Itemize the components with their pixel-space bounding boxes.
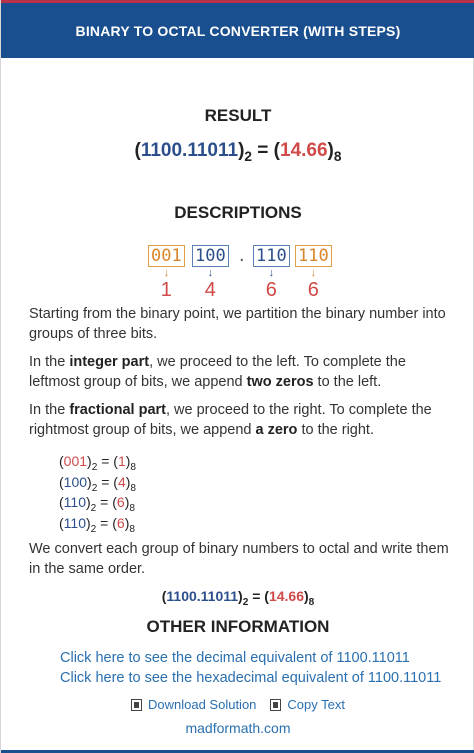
step-octal: 4 (117, 473, 126, 490)
app-header (1, 0, 474, 58)
bit-group (192, 245, 229, 301)
a-zero-highlight: a zero (255, 422, 298, 438)
hexadecimal-equivalent-link[interactable]: Click here to see the hexadecimal equivalent of 1100.11011 (60, 670, 442, 686)
bit-group-box: 001 (148, 245, 185, 267)
text-segment: , we proceed to the left. To complete the leftmost group of bits, we append (29, 354, 406, 390)
arrow-down-icon: ↓ (163, 267, 170, 279)
octal-digit: 1 (160, 279, 172, 301)
final-octal-base: 8 (308, 596, 315, 608)
site-link[interactable]: madformath.com (185, 720, 291, 736)
text-segment: to the right. (297, 422, 374, 438)
step-binary: 100 (63, 473, 88, 490)
step-octal: 6 (116, 514, 125, 531)
result-equation: $(1100.11011)_2 = (14.66)_8$ (134, 140, 342, 164)
conversion-steps (59, 451, 136, 533)
text-segment: to the left. (313, 374, 382, 390)
step-binary: 110 (63, 494, 86, 510)
bit-group (253, 245, 290, 301)
bit-group-box: 110 (295, 245, 332, 267)
result-heading: RESULT (204, 106, 272, 125)
text-segment: In the (29, 354, 70, 370)
bit-grouping-diagram (1, 245, 474, 305)
copy-label: Copy Text (287, 697, 345, 712)
final-binary: 1100.11011 (166, 588, 239, 604)
description-paragraph-3 (29, 400, 449, 440)
action-bar (1, 697, 474, 712)
final-octal: 14.66 (268, 588, 304, 604)
arrow-down-icon: ↓ (207, 267, 214, 279)
integer-part-label: integer part (69, 354, 150, 370)
result-binary-base: 2 (244, 148, 253, 164)
octal-digit: 6 (265, 279, 277, 301)
step-octal: 6 (116, 494, 125, 510)
bit-group (295, 245, 332, 301)
copy-text-button[interactable] (270, 697, 345, 712)
decimal-equivalent-link[interactable]: Click here to see the decimal equivalent of 1100.11011 (60, 650, 410, 666)
download-icon (131, 699, 142, 711)
step-binary: 110 (63, 514, 86, 531)
conversion-step: $(110)_2 = (6)_8$ (59, 514, 135, 535)
result-binary: 1100.11011 (140, 140, 239, 161)
octal-digit: 4 (204, 279, 216, 301)
description-paragraph-4: We convert each group of binary numbers to octal and write them in the same order. (29, 541, 449, 577)
descriptions-heading: DESCRIPTIONS (174, 203, 302, 222)
page-title: BINARY TO OCTAL CONVERTER (WITH STEPS) (75, 22, 401, 39)
fractional-part-label: fractional part (69, 402, 166, 418)
octal-digit: 6 (307, 279, 319, 301)
binary-point: . (239, 244, 245, 266)
description-paragraph-2 (29, 352, 449, 392)
step-octal: 1 (117, 453, 126, 469)
copy-icon (270, 699, 281, 711)
text-segment: , we proceed to the right. To complete the rightmost group of bits, we append (29, 402, 432, 438)
download-label: Download Solution (148, 697, 257, 712)
conversion-step: $(001)_2 = (1)_8$ (59, 453, 137, 473)
download-solution-button[interactable] (131, 697, 256, 712)
result-octal-base: 8 (333, 148, 342, 164)
final-binary-base: 2 (242, 596, 249, 608)
bit-group (148, 245, 185, 301)
other-information-heading: OTHER INFORMATION (146, 617, 330, 636)
bit-group-box: 110 (253, 245, 290, 267)
conversion-step: $(110)_2 = (6)_8$ (59, 494, 135, 514)
final-equation: $(1100.11011)_2 = (14.66)_8$ (161, 588, 315, 608)
two-zeros-highlight: two zeros (246, 374, 314, 390)
description-paragraph-1: Starting from the binary point, we partition the binary number into groups of three bits. (29, 306, 446, 342)
arrow-down-icon: ↓ (268, 267, 275, 279)
arrow-down-icon: ↓ (310, 267, 317, 279)
bit-group-box: 100 (192, 245, 229, 267)
conversion-step: $(100)_2 = (4)_8$ (59, 473, 137, 494)
step-binary: 001 (63, 453, 88, 469)
result-octal: 14.66 (280, 140, 328, 161)
text-segment: In the (29, 402, 70, 418)
